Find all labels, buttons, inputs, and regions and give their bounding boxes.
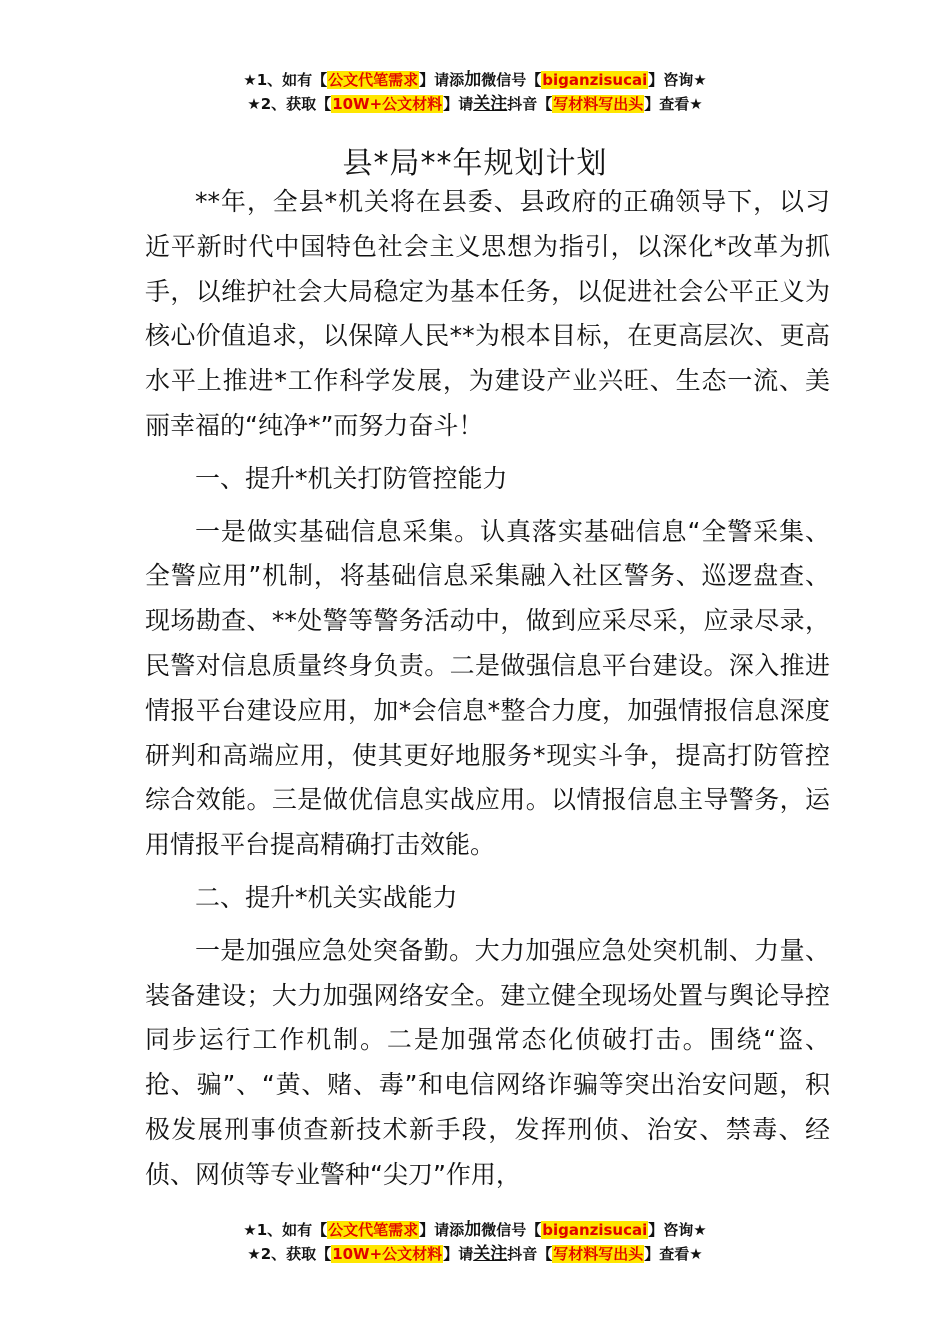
promo-highlight: 10W+公文材料 <box>332 1245 443 1263</box>
promo-douyin-id: 写材料写出头 <box>553 1245 644 1263</box>
document-body <box>145 180 830 1206</box>
footer-promo-banner <box>0 1218 950 1266</box>
paragraph: 一是做实基础信息采集。认真落实基础信息“全警采集、全警应用”机制，将基础信息采集融入社区警务、巡逻盘查、现场勘查、**处警等警务活动中，做到应采尽采，应录尽录，民警对信息质量终身负责。二是做强信息平台建设。深入推进情报平台建设应用，加*会信息*整合力度，加强情报信息深度研判和高端应用，使其更好地服务*现实斗争，提高打防管控综合效能。三是做优信息实战应用。以情报信息主导警务，运用情报平台提高精确打击效能。 <box>145 516 830 860</box>
promo-line-1: ★1、如有【公文代笔需求】请添加微信号【biganzisucai】咨询★ <box>243 1220 707 1240</box>
promo-wechat-id: biganzisucai <box>542 1221 648 1239</box>
promo-highlight: 公文代笔需求 <box>328 71 419 89</box>
section-heading: 二、提升*机关实战能力 <box>195 882 458 912</box>
header-promo-banner <box>0 68 950 116</box>
promo-highlight: 公文代笔需求 <box>328 1221 419 1239</box>
paragraph: **年，全县*机关将在县委、县政府的正确领导下，以习近平新时代中国特色社会主义思想为指引，以深化*改革为抓手，以维护社会大局稳定为基本任务，以促进社会公平正义为核心价值追求，以保障人民**为根本目标，在更高层次、更高水平上推进*工作科学发展，为建设产业兴旺、生态一流、美丽幸福的“纯净*”而努力奋斗！ <box>145 187 830 440</box>
promo-douyin-id: 写材料写出头 <box>553 95 644 113</box>
document-title: 县*局**年规划计划 <box>342 146 608 182</box>
promo-line-2: ★2、获取【10W+公文材料】请关注抖音【写材料写出头】查看★ <box>247 94 703 114</box>
paragraph: 一是加强应急处突备勤。大力加强应急处突机制、力量、装备建设；大力加强网络安全。建立健全现场处置与舆论导控同步运行工作机制。二是加强常态化侦破打击。围绕“盗、抢、骗”、“黄、赌、毒”和电信网络诈骗等突出治安问题，积极发展刑事侦查新技术新手段，发挥刑侦、治安、禁毒、经侦、网侦等专业警种“尖刀”作用， <box>145 935 830 1189</box>
section-heading: 一、提升*机关打防管控能力 <box>195 463 508 493</box>
promo-highlight: 10W+公文材料 <box>332 95 443 113</box>
promo-line-1: ★1、如有【公文代笔需求】请添加微信号【biganzisucai】咨询★ <box>243 70 707 90</box>
promo-line-2: ★2、获取【10W+公文材料】请关注抖音【写材料写出头】查看★ <box>247 1244 703 1264</box>
promo-wechat-id: biganzisucai <box>542 71 648 89</box>
